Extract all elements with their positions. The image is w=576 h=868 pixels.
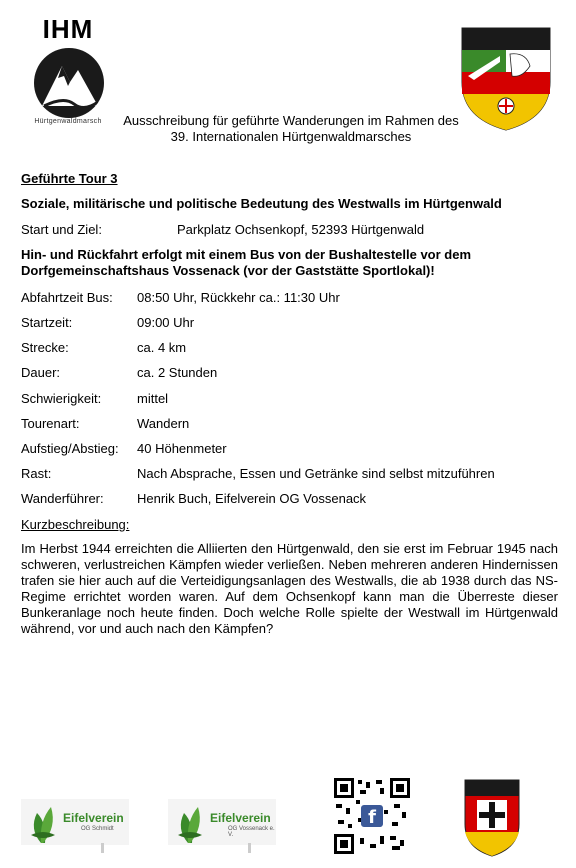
- detail-value: mittel: [137, 391, 169, 406]
- nrw-crest-icon: [460, 26, 552, 132]
- description-text: Im Herbst 1944 erreichten die Alliierten den Hürtgenwald, den sie erst im Februar 1945 nach schweren, verlustreichen Kämpfen wieder verließen. Neben mehreren anderen Hindernissen trafen sie hier auch auf die Verteidigungsanlagen des Westwalls, die ab 1938 durch das NS-Regime errichtet worden waren. Auf dem Ochsenkopf kann man die Überreste dieser Bunkeranlage noch heute finden. Doch welche Rolle spielte der Westwall im Hürtgenwald während, vor und auch nach den Kämpfen?: [21, 541, 558, 636]
- start-label: Start und Ziel:: [21, 222, 102, 237]
- detail-value: Nach Absprache, Essen und Getränke sind selbst mitzuführen: [137, 466, 495, 481]
- tour-subject: Soziale, militärische und politische Bedeutung des Westwalls im Hürtgenwald: [21, 196, 502, 211]
- detail-row-departure: [21, 290, 561, 308]
- svg-text:f: f: [368, 807, 376, 828]
- detail-row-start-time: [21, 315, 561, 333]
- detail-value: Wandern: [137, 416, 190, 431]
- ihm-logo: [22, 14, 114, 130]
- detail-label: Schwierigkeit:: [21, 391, 102, 406]
- tour-title: Geführte Tour 3: [21, 171, 118, 186]
- eifelverein-logo-vossenack: [168, 799, 276, 853]
- start-value: Parkplatz Ochsenkopf, 52393 Hürtgenwald: [177, 222, 425, 237]
- detail-label: Wanderführer:: [21, 491, 104, 506]
- detail-row-tour-type: [21, 416, 561, 434]
- header-line-1: Ausschreibung für geführte Wanderungen im Rahmen des: [123, 113, 459, 128]
- detail-value: ca. 2 Stunden: [137, 365, 218, 380]
- detail-row-duration: [21, 365, 561, 383]
- detail-value: ca. 4 km: [137, 340, 187, 355]
- detail-row-guide: [21, 491, 561, 509]
- detail-label: Startzeit:: [21, 315, 73, 330]
- detail-row-difficulty: [21, 391, 561, 409]
- logo-title: IHM: [42, 14, 94, 44]
- bus-note-line-1: Hin- und Rückfahrt erfolgt mit einem Bus von der Bushaltestelle vor dem: [21, 247, 472, 262]
- detail-value: Henrik Buch, Eifelverein OG Vossenack: [137, 491, 367, 506]
- bus-note: [21, 247, 541, 279]
- bus-note-line-2: Dorfgemeinschaftshaus Vossenack (vor der Gaststätte Sportlokal)!: [21, 263, 435, 278]
- detail-label: Aufstieg/Abstieg:: [21, 441, 119, 456]
- header-text: [110, 113, 472, 145]
- detail-label: Strecke:: [21, 340, 69, 355]
- detail-label: Dauer:: [21, 365, 61, 380]
- detail-label: Rast:: [21, 466, 52, 481]
- detail-row-elevation: [21, 441, 561, 459]
- logo-subtitle: Hürtgenwaldmarsch: [34, 118, 102, 125]
- eifelverein-logo-schmidt: [21, 799, 129, 853]
- qr-code-icon[interactable]: [334, 778, 410, 854]
- logo-1-name: Eifelverein: [63, 811, 124, 825]
- detail-label: Tourenart:: [21, 416, 80, 431]
- logo-2-name: Eifelverein: [210, 811, 271, 825]
- mountain-icon: [34, 48, 104, 118]
- detail-value: 09:00 Uhr: [137, 315, 195, 330]
- logo-2-sub: OG Vossenack e. V.: [228, 826, 275, 838]
- bundeswehr-crest-icon: [463, 778, 521, 858]
- description-heading: Kurzbeschreibung:: [21, 517, 130, 532]
- detail-value: 08:50 Uhr, Rückkehr ca.: 11:30 Uhr: [137, 290, 340, 305]
- header-line-2: 39. Internationalen Hürtgenwaldmarsches: [170, 129, 412, 144]
- logo-1-sub: OG Schmidt: [81, 826, 114, 832]
- detail-row-rest: [21, 466, 561, 484]
- detail-value: 40 Höhenmeter: [137, 441, 227, 456]
- detail-label: Abfahrtzeit Bus:: [21, 290, 113, 305]
- detail-row-distance: [21, 340, 561, 358]
